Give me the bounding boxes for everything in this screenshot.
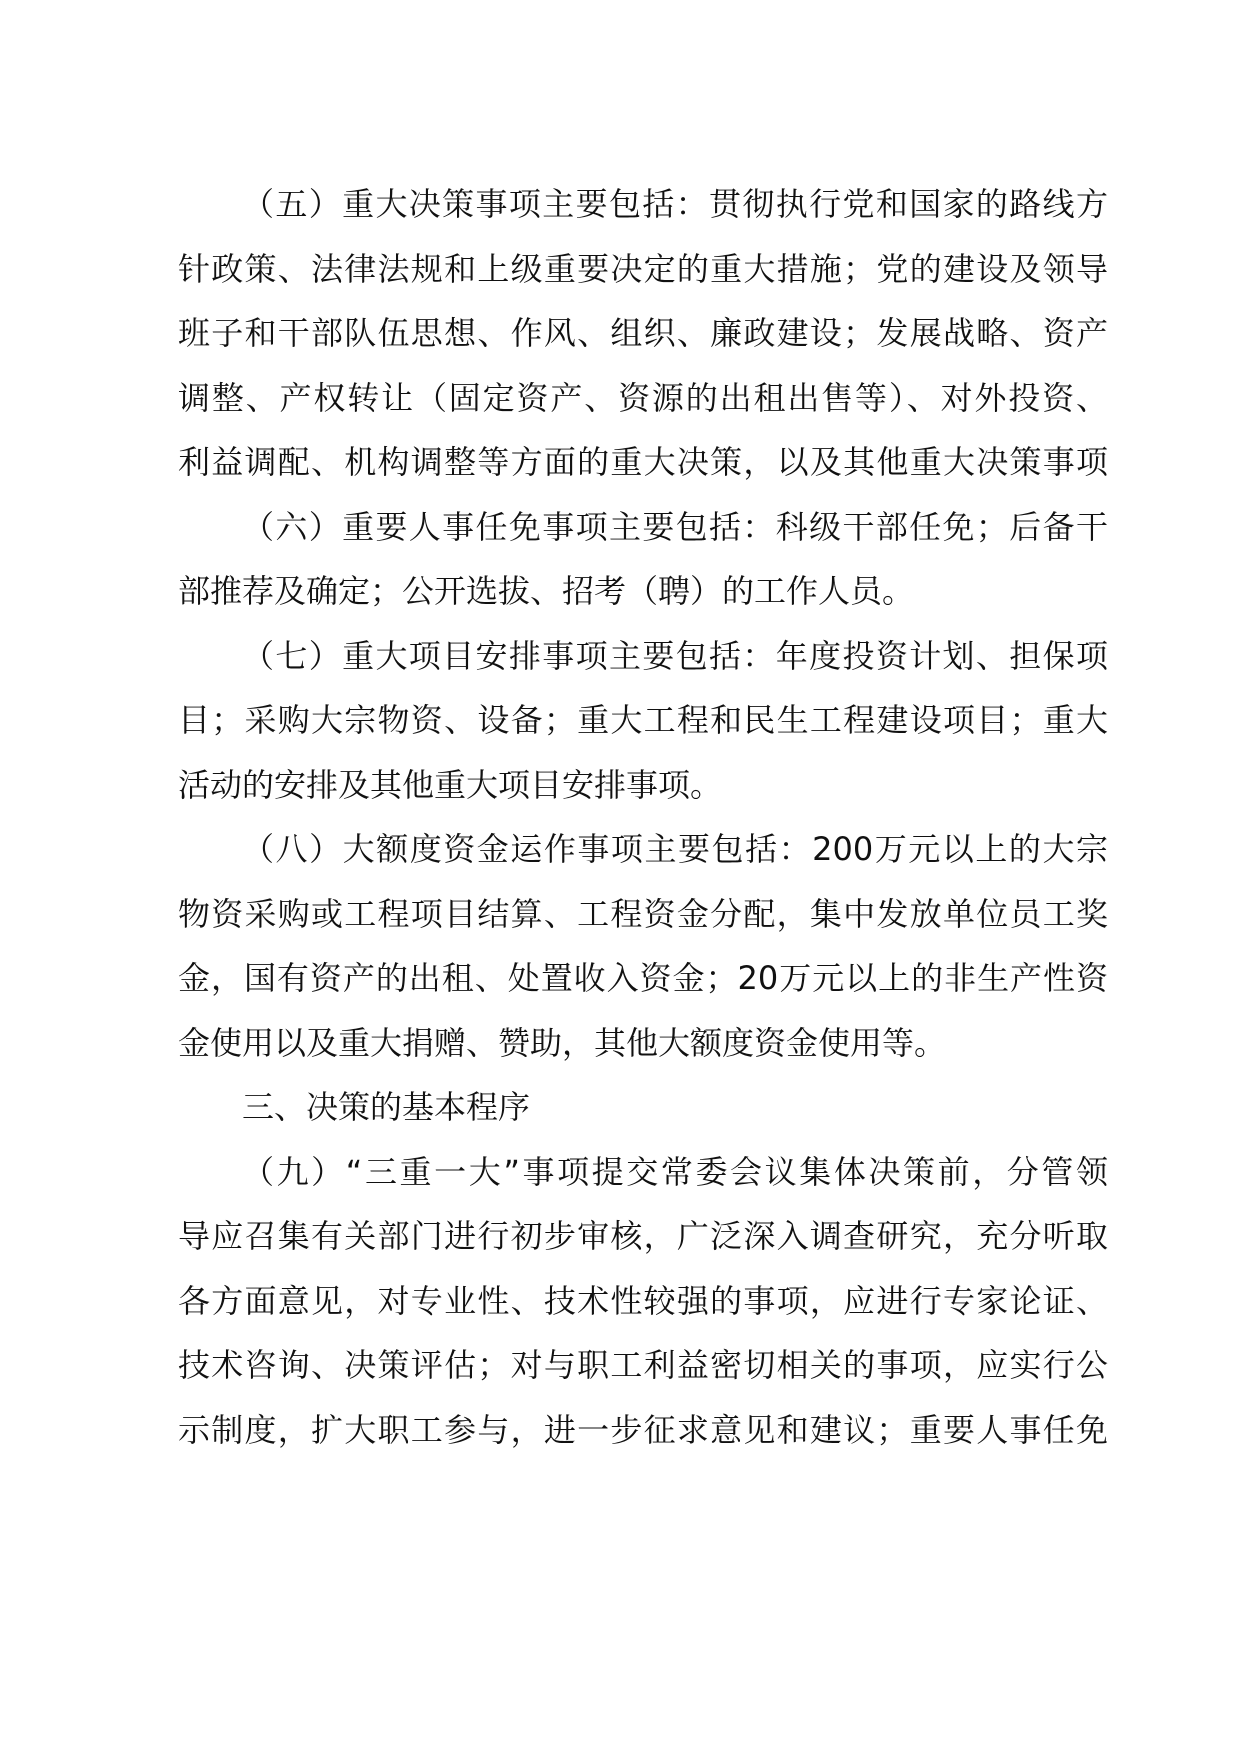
text-line: 金使用以及重大捐赠、赞助，其他大额度资金使用等。 — [178, 1023, 947, 1062]
text-line: 部推荐及确定；公开选拔、招考（聘）的工作人员。 — [178, 572, 915, 610]
text-line: （八）大额度资金运作事项主要包括：200万元以上的大宗 — [242, 830, 1108, 868]
text-line: 技术咨询、决策评估；对与职工利益密切相关的事项，应实行公 — [178, 1346, 1108, 1384]
paragraph-eight — [178, 817, 1108, 1075]
text-line: 金，国有资产的出租、处置收入资金；20万元以上的非生产性资 — [178, 959, 1108, 997]
paragraph-five — [178, 172, 1108, 495]
text-line: （九）“三重一大”事项提交常委会议集体决策前，分管领 — [242, 1152, 1108, 1191]
text-line: 目；采购大宗物资、设备；重大工程和民生工程建设项目；重大 — [178, 701, 1108, 739]
text-line: （五）重大决策事项主要包括：贯彻执行党和国家的路线方 — [242, 185, 1108, 223]
text-line: 利益调配、机构调整等方面的重大决策，以及其他重大决策事项 — [178, 443, 1108, 481]
text-line: （六）重要人事任免事项主要包括：科级干部任免；后备干 — [242, 507, 1108, 546]
paragraph-six — [178, 495, 1108, 624]
text-line: 导应召集有关部门进行初步审核，广泛深入调查研究，充分听取 — [178, 1217, 1108, 1255]
text-line: 各方面意见，对专业性、技术性较强的事项，应进行专家论证、 — [178, 1281, 1108, 1320]
section-heading: 三、决策的基本程序 — [242, 1088, 531, 1126]
text-line: （七）重大项目安排事项主要包括：年度投资计划、担保项 — [242, 636, 1108, 675]
text-line: 示制度，扩大职工参与，进一步征求意见和建议；重要人事任免 — [178, 1410, 1108, 1449]
text-line: 针政策、法律法规和上级重要决定的重大措施；党的建设及领导 — [178, 249, 1108, 288]
text-line: 活动的安排及其他重大项目安排事项。 — [178, 765, 723, 804]
document-body — [178, 172, 1108, 1462]
text-line: 班子和干部队伍思想、作风、组织、廉政建设；发展战略、资产 — [178, 314, 1108, 352]
paragraph-nine — [178, 1140, 1108, 1463]
paragraph-seven — [178, 624, 1108, 818]
text-line: 调整、产权转让（固定资产、资源的出租出售等）、对外投资、 — [178, 378, 1108, 417]
text-line: 物资采购或工程项目结算、工程资金分配，集中发放单位员工奖 — [178, 894, 1108, 933]
section-heading-three — [178, 1075, 1108, 1140]
